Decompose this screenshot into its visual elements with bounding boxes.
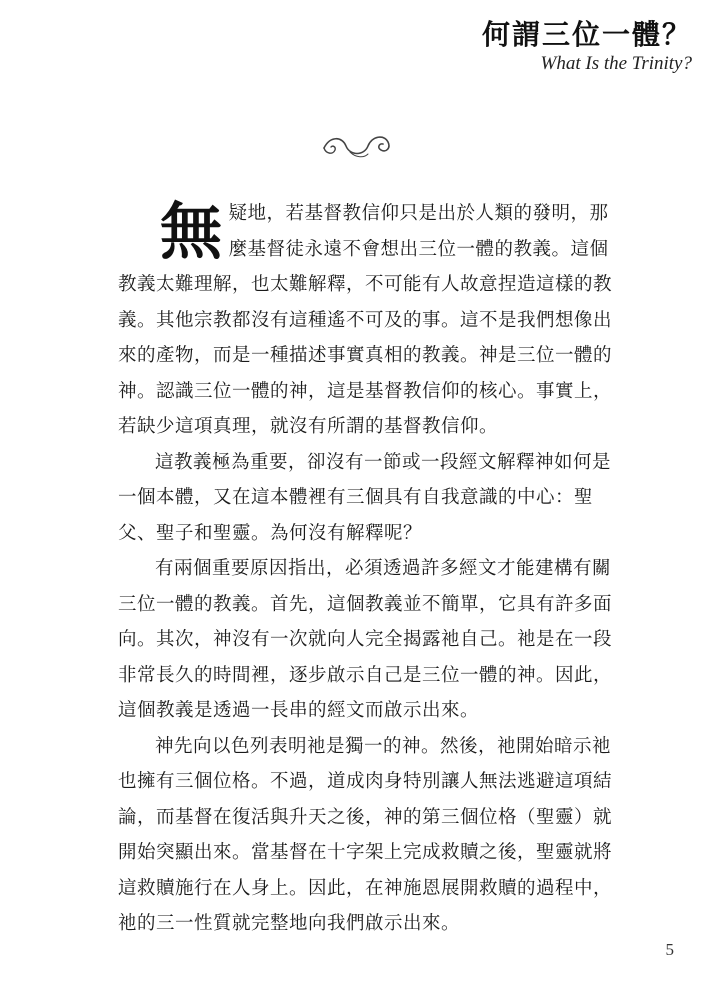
article-body — [118, 196, 614, 942]
drop-cap: 無 — [160, 195, 223, 268]
chapter-title-chinese: 何謂三位一體？ — [481, 18, 692, 51]
paragraph — [118, 196, 614, 445]
chapter-title-english: What Is the Trinity? — [540, 53, 692, 74]
page-number: 5 — [665, 940, 674, 959]
paragraph: 有兩個重要原因指出，必須透過許多經文才能建構有關三位一體的教義。首先，這個教義並不簡單，它具有許多面向。其次，神沒有一次就向人完全揭露祂自己。祂是在一段非常長久的時間裡，逐步啟示自己是三位一體的神。因此，這個教義是透過一長串的經文而啟示出來。 — [118, 558, 613, 721]
running-header — [482, 18, 692, 74]
paragraph-text: 疑地，若基督教信仰只是出於人類的發明，那麼基督徒永遠不會想出三位一體的教義。這個教義太難理解，也太難解釋，不可能有人故意捏造這樣的教義。其他宗教都沒有這種遙不可及的事。這不是我們想像出來的產物，而是一種描述事實真相的教義。神是三位一體的神。認識三位一體的神，這是基督教信仰的核心。事實上，若缺少這項真理，就沒有所謂的基督教信仰。 — [118, 203, 613, 437]
flourish-swirl-icon — [320, 128, 394, 164]
paragraph: 神先向以色列表明祂是獨一的神。然後，祂開始暗示祂也擁有三個位格。不過，道成肉身特別讓人無法逃避這項結論，而基督在復活與升天之後，神的第三個位格（聖靈）就開始突顯出來。當基督在十字架上完成救贖之後，聖靈就將這救贖施行在人身上。因此，在神施恩展開救贖的過程中，祂的三一性質就完整地向我們啟示出來。 — [118, 735, 613, 934]
paragraph: 這教義極為重要，卻沒有一節或一段經文解釋神如何是一個本體，又在這本體裡有三個具有自我意識的中心：聖父、聖子和聖靈。為何沒有解釋呢？ — [118, 451, 612, 544]
